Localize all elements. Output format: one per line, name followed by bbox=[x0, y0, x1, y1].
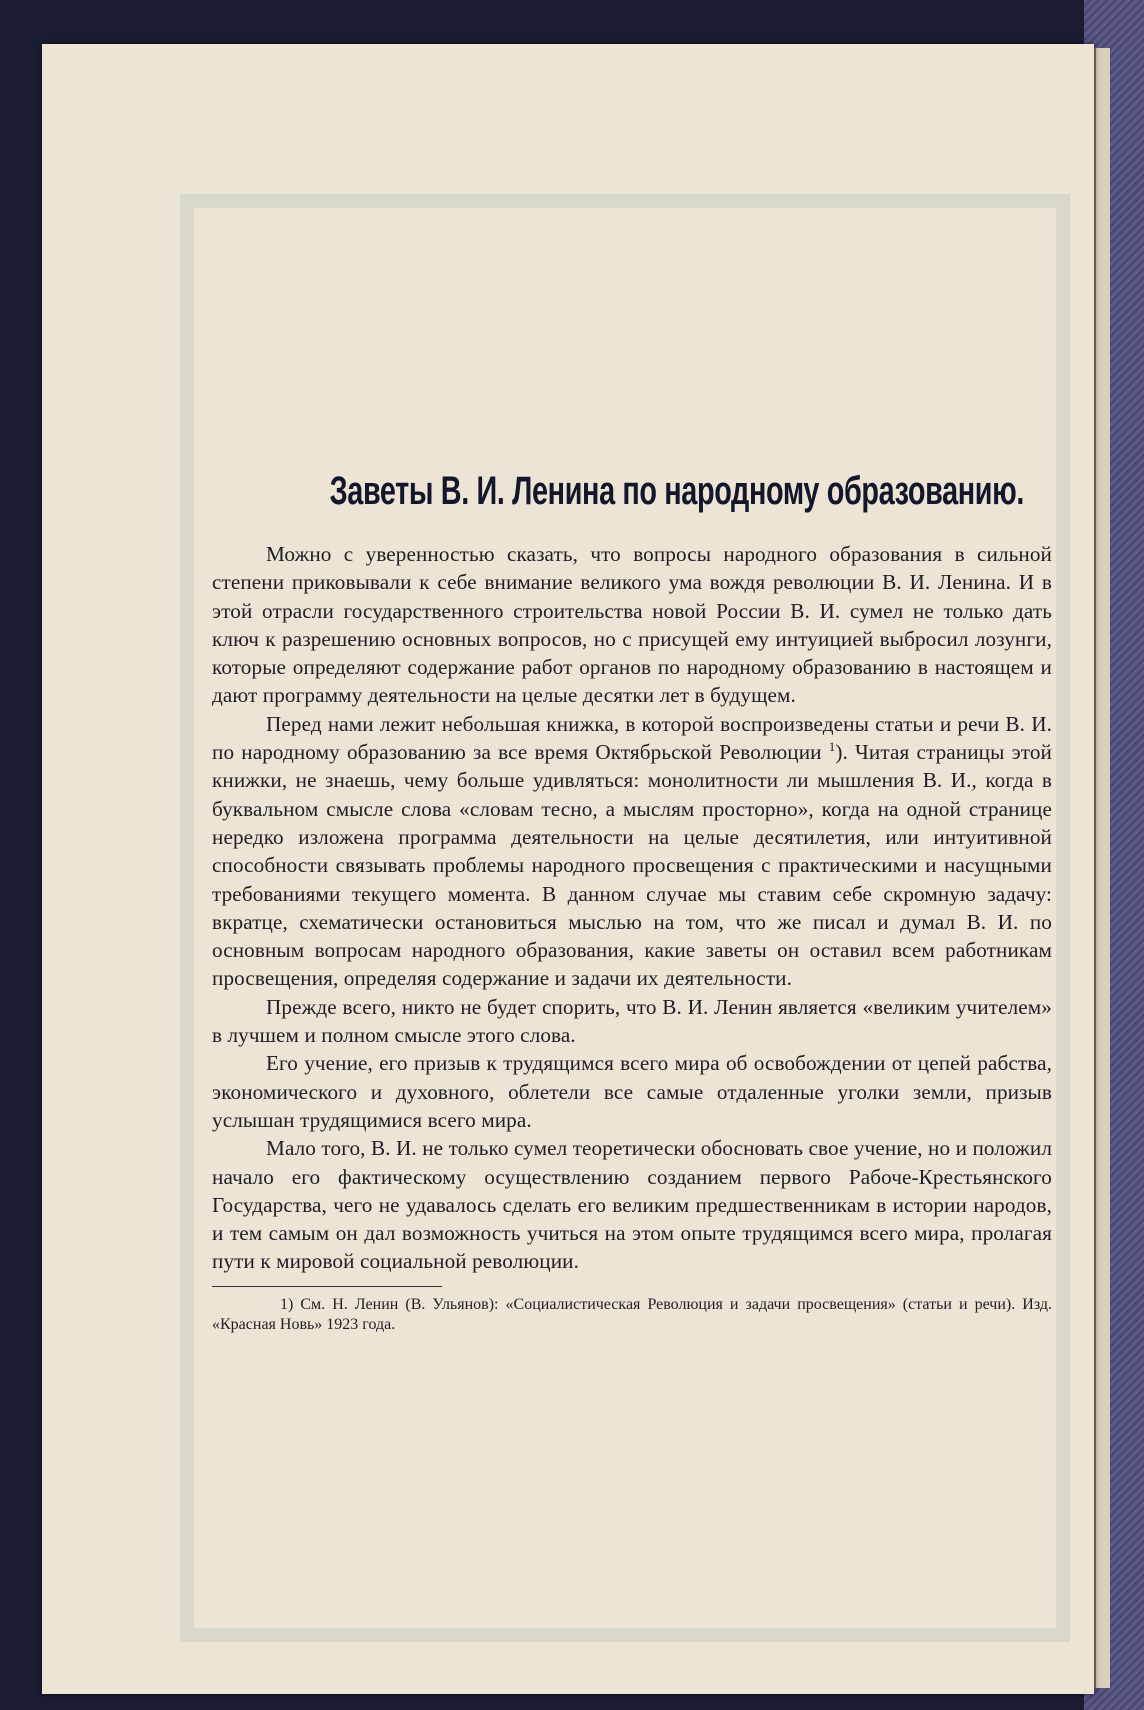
article-body bbox=[212, 469, 1052, 1335]
footnote-divider bbox=[212, 1286, 442, 1287]
paragraph-1: Можно с уверенностью сказать, что вопросы народного образования в сильной степени приковывали к себе внимание великого ума вождя революции В. И. Ленина. И в этой отрасли государственного строительства новой России В. И. сумел не только дать ключ к разрешению основных вопросов, но с присущей ему интуицией выбросил лозунги, которые определяют содержание работ органов по народному образованию в настоящем и дают программу деятельности на целые десятки лет в будущем. bbox=[212, 542, 1052, 708]
paragraph-2 bbox=[212, 710, 1052, 993]
footnote: 1) См. Н. Ленин (В. Ульянов): «Социалистическая Революция и задачи просвещения» (статьи и речи). Изд. «Красная Новь» 1923 года. bbox=[212, 1295, 1052, 1333]
paragraph-3: Прежде всего, никто не будет спорить, что В. И. Ленин является «великим учителем» в лучшем и полном смысле этого слова. bbox=[212, 994, 1052, 1048]
paragraph-4: Его учение, его призыв к трудящимся всего мира об освобождении от цепей рабства, экономического и духовного, облетели все самые отдаленные уголки земли, призыв услышан трудящимися всего мира. bbox=[212, 1051, 1052, 1132]
paragraph-2-part-a: Перед нами лежит небольшая книжка, в которой воспроизведены статьи и речи В. И. по народному образованию за все время Октябрьской Революции bbox=[212, 711, 1052, 765]
footnote-ref: 1 bbox=[828, 739, 836, 755]
article-title: Заветы В. И. Ленина по народному образованию. bbox=[329, 469, 1024, 513]
document-page bbox=[42, 44, 1094, 1694]
paragraph-2-part-b: ). Читая страницы этой книжки, не знаешь, чему больше удивляться: монолитности ли мышления В. И., когда в буквальном смысле слова «словам тесно, а мыслям просторно», когда на одной странице нередко изложена программа деятельности на целые десятилетия, или интуитивной способности связывать проблемы народного просвещения с практическими и насущными требованиями текущего момента. В данном случае мы ставим себе скромную задачу: вкратце, схематически остановиться мыслью на том, что же писал и думал В. И. по основным вопросам народного образования, какие заветы он оставил всем работникам просвещения, определяя содержание и задачи их деятельности. bbox=[212, 740, 1052, 991]
page-edge bbox=[1094, 48, 1110, 1688]
paragraph-5: Мало того, В. И. не только сумел теоретически обосновать свое учение, но и положил начало его фактическому осуществлению созданием первого Рабоче-Крестьянского Государства, чего не удавалось сделать его великим предшественникам в истории народов, и тем самым он дал возможность учиться на этом опыте трудящимся всего мира, пролагая пути к мировой социальной революции. bbox=[212, 1136, 1052, 1274]
